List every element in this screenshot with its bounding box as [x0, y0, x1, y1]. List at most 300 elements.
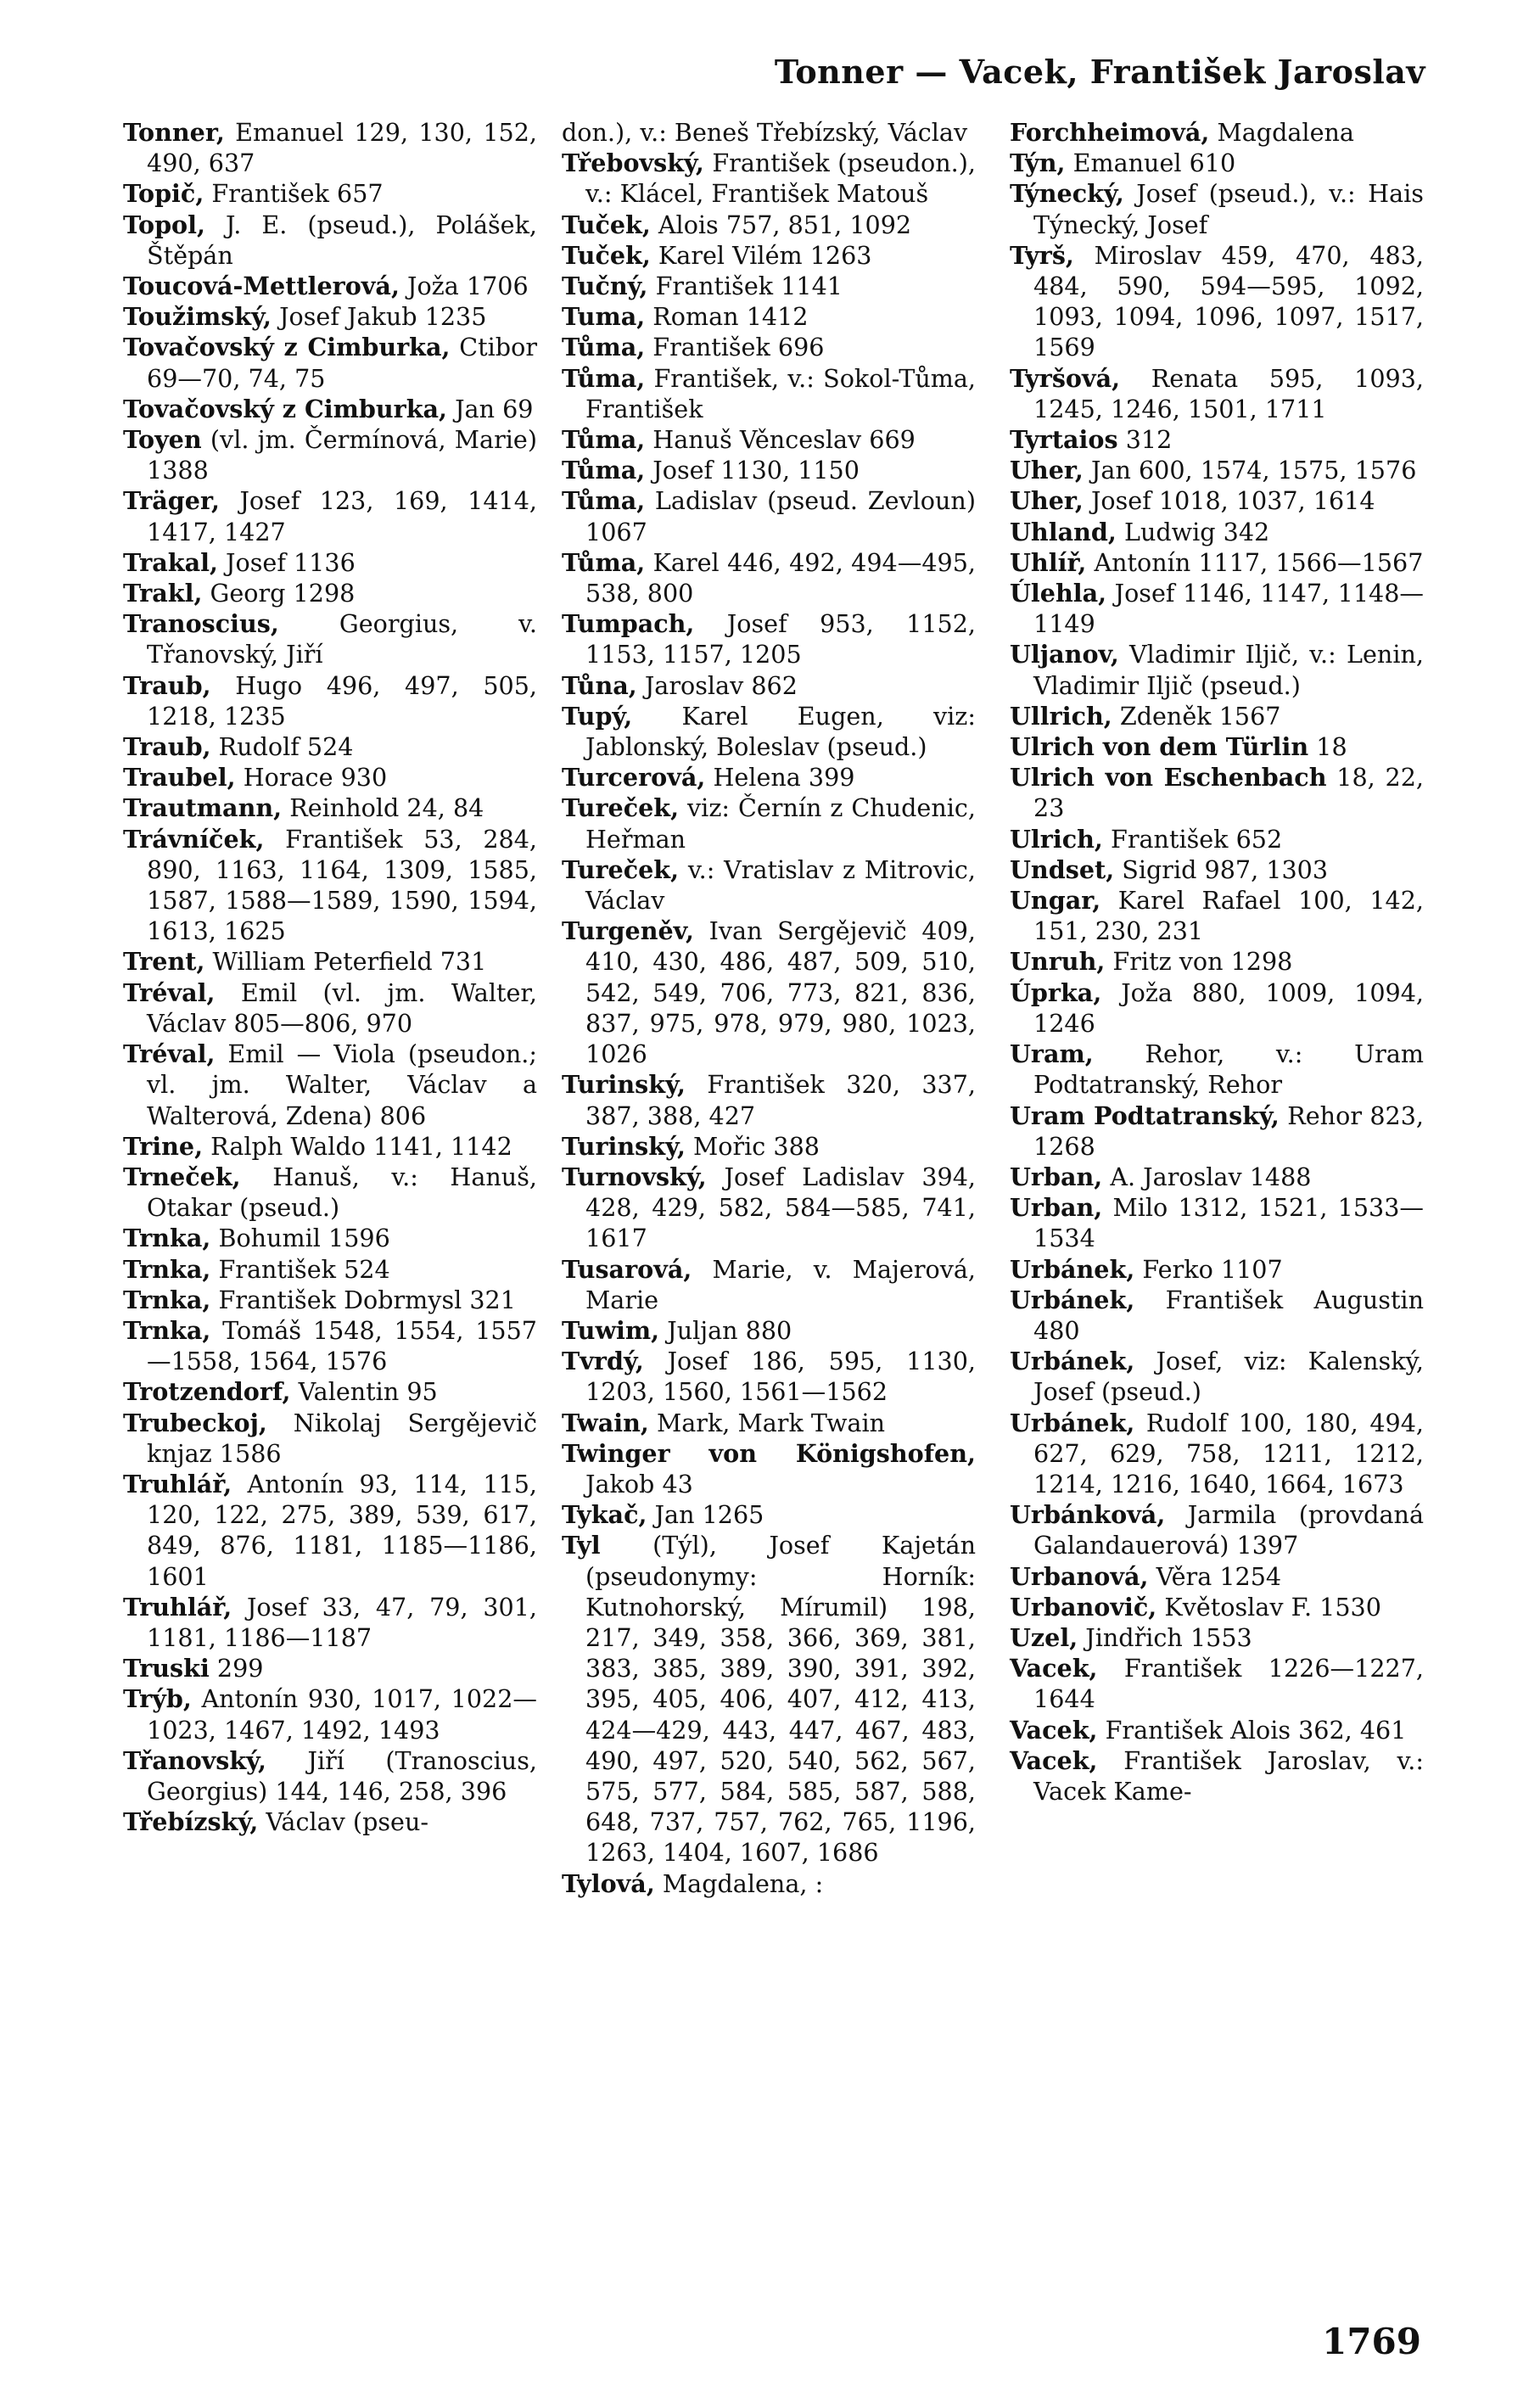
index-entry [1010, 1622, 1424, 1653]
index-entry [1010, 639, 1424, 700]
entry-details: Emil — Viola (pseudon.; vl. jm. Walter, Václav a Walterová, Zdena) 806 [147, 1039, 537, 1130]
entry-heading: Truhlář, [123, 1469, 232, 1498]
index-entry [123, 1745, 537, 1806]
entry-details: František Augustin 480 [1033, 1285, 1424, 1345]
index-entry [123, 824, 537, 947]
entry-heading: Týn, [1010, 148, 1066, 178]
index-entry [1010, 1162, 1424, 1192]
index-entry [123, 1653, 537, 1683]
entry-details: (vl. jm. Čermínová, Marie) 1388 [147, 425, 537, 485]
index-entry [123, 1683, 537, 1745]
index-entry [123, 793, 537, 823]
entry-heading: Tureček, [562, 793, 680, 823]
entry-heading: Uhland, [1010, 517, 1117, 546]
entry-details: Nikolaj Sergějevič knjaz 1586 [147, 1408, 538, 1468]
entry-heading: Trnka, [123, 1315, 211, 1345]
entry-heading: Třebízský, [123, 1807, 259, 1837]
entry-heading: Tranoscius, [123, 609, 279, 639]
index-column-3 [1010, 117, 1424, 1806]
entry-heading: Tonner, [123, 118, 225, 147]
entry-heading: Trýb, [123, 1684, 192, 1714]
index-entry [562, 1315, 976, 1346]
index-entry [562, 424, 976, 455]
entry-heading: Twain, [562, 1408, 649, 1437]
entry-details: Antonín 93, 114, 115, 120, 122, 275, 389, 539, 617, 849, 876, 1181, 1185—1186, 1601 [147, 1469, 537, 1591]
entry-heading: Ulrich von dem Türlin [1010, 732, 1309, 762]
index-entry [123, 731, 537, 762]
index-entry [123, 1039, 537, 1131]
index-entry [1010, 1254, 1424, 1285]
entry-details: 18 [1316, 732, 1347, 762]
entry-details: Josef 186, 595, 1130, 1203, 1560, 1561—1562 [585, 1347, 976, 1407]
entry-details: Antonín 1117, 1566—1567 [1094, 547, 1424, 577]
index-entry [123, 946, 537, 977]
entry-heading: Tůma, [562, 486, 646, 516]
index-entry [562, 701, 976, 762]
entry-heading: Trnka, [123, 1285, 211, 1314]
index-entry [1010, 731, 1424, 762]
entry-details: Renata 595, 1093, 1245, 1246, 1501, 1711 [1033, 363, 1425, 423]
entry-details: Reinhold 24, 84 [289, 793, 484, 823]
index-entry [123, 301, 537, 332]
index-entry [123, 1592, 537, 1653]
entry-details: Václav (pseu- [266, 1807, 429, 1837]
entry-details: Emanuel 129, 130, 152, 490, 637 [147, 118, 537, 178]
entry-details: Jan 600, 1574, 1575, 1576 [1090, 456, 1417, 485]
index-entry [1010, 148, 1424, 178]
entry-heading: Trnka, [123, 1254, 211, 1284]
entry-details: 299 [216, 1654, 264, 1683]
index-entry [123, 547, 537, 578]
entry-heading: Uram, [1010, 1039, 1094, 1069]
entry-heading: Vacek, [1010, 1745, 1098, 1775]
entry-heading: Trnka, [123, 1224, 211, 1253]
entry-heading: Úlehla, [1010, 579, 1107, 608]
entry-heading: Traubel, [123, 763, 236, 793]
entry-heading: Tuček, [562, 240, 651, 270]
entry-details: Tomáš 1548, 1554, 1557—1558, 1564, 1576 [147, 1315, 537, 1376]
entry-heading: Uram Podtatranský, [1010, 1101, 1280, 1130]
entry-heading: Urbánek, [1010, 1347, 1135, 1376]
entry-heading: Trautmann, [123, 793, 283, 823]
entry-heading: Turinský, [562, 1070, 686, 1100]
entry-heading: Tuwim, [562, 1315, 660, 1345]
entry-details: František 652 [1110, 824, 1283, 854]
entry-heading: Tučný, [562, 272, 648, 301]
entry-heading: Úprka, [1010, 977, 1102, 1007]
index-entry [1010, 1592, 1424, 1622]
entry-heading: Tusarová, [562, 1254, 692, 1284]
entry-details: Vladimir Iljič, v.: Lenin, Vladimir Iljič (pseud.) [1033, 640, 1424, 700]
index-entry [562, 854, 976, 916]
entry-heading: Vacek, [1010, 1654, 1098, 1683]
entry-heading: Turnovský, [562, 1162, 707, 1191]
entry-heading: Uljanov, [1010, 640, 1119, 669]
entry-details: v.: Vratislav z Mitrovic, Václav [585, 854, 976, 916]
entry-details: William Peterfield 731 [212, 947, 487, 977]
entry-heading: Tyršová, [1010, 363, 1121, 393]
entry-heading: Urban, [1010, 1193, 1103, 1223]
entry-details: Rudolf 100, 180, 494, 627, 629, 758, 1211, 1212, 1214, 1216, 1640, 1664, 1673 [1033, 1408, 1424, 1498]
index-entry [1010, 977, 1424, 1039]
index-entry [1010, 1499, 1424, 1560]
running-header: Tonner — Vacek, František Jaroslav [774, 53, 1425, 91]
entry-details: František 696 [652, 333, 825, 362]
entry-details: (Týl), Josef Kajetán (pseudonymy: Horník: Kutnohorský, Mírumil) 198, 217, 349, 358, 366, 369, 381, 383, 385, 389, 390, 391, 392, 395, 405, 406, 407, 412, 413, 424—429, 443, 447, 467, 483, 490, 497, 520, 540, 562, 567, 575, 577, 584, 585, 587, 588, 648, 737, 757, 762, 765, 1196, 1263, 1404, 1607, 1686 [585, 1531, 976, 1868]
entry-heading: Turinský, [562, 1131, 686, 1161]
entry-heading: Topol, [123, 210, 205, 239]
index-entry [1010, 547, 1424, 578]
index-entry [123, 762, 537, 793]
index-entry [562, 148, 976, 209]
entry-heading: Urbánková, [1010, 1500, 1166, 1530]
entry-heading: Tréval, [123, 977, 216, 1007]
entry-heading: Urbánek, [1010, 1408, 1135, 1437]
entry-heading: Undset, [1010, 854, 1115, 884]
index-entry [1010, 117, 1424, 148]
index-column-1 [123, 117, 537, 1837]
entry-heading: Tykač, [562, 1500, 647, 1530]
entry-details: Emil (vl. jm. Walter, Václav 805—806, 970 [147, 977, 537, 1038]
entry-details: Ladislav (pseud. Zevloun) 1067 [585, 486, 976, 546]
index-entry [1010, 1408, 1424, 1500]
index-entry [123, 424, 537, 485]
index-entry [123, 578, 537, 608]
entry-heading: Uher, [1010, 456, 1084, 485]
entry-heading: Unruh, [1010, 947, 1106, 977]
index-entry [562, 1530, 976, 1868]
entry-details: Josef 1130, 1150 [652, 456, 860, 485]
entry-details: Jakob 43 [585, 1469, 693, 1498]
entry-heading: Tovačovský z Cimburka, [123, 394, 447, 423]
index-entry [562, 916, 976, 1069]
entry-details: J. E. (pseud.), Polášek, Štěpán [147, 210, 538, 270]
entry-heading: Uher, [1010, 486, 1084, 516]
entry-details: Jindřich 1553 [1085, 1622, 1252, 1652]
entry-details: Hugo 496, 497, 505, 1218, 1235 [147, 670, 537, 731]
index-entry [1010, 240, 1424, 363]
entry-heading: Turgeněv, [562, 916, 694, 946]
index-entry [123, 1254, 537, 1285]
entry-heading: Tůma, [562, 333, 646, 362]
entry-details: Hanuš, v.: Hanuš, Otakar (pseud.) [147, 1162, 537, 1223]
entry-details: František, v.: Sokol-Tůma, František [585, 363, 976, 423]
entry-details: František 1226—1227, 1644 [1033, 1654, 1424, 1714]
index-entry [123, 977, 537, 1039]
index-entry [1010, 517, 1424, 547]
entry-details: Ferko 1107 [1142, 1254, 1283, 1284]
entry-details: Mark, Mark Twain [656, 1408, 886, 1437]
entry-details: Jiří (Tranoscius, Georgius) 144, 146, 258, 396 [147, 1745, 537, 1806]
entry-heading: Tyrš, [1010, 240, 1074, 270]
entry-details: Sigrid 987, 1303 [1122, 854, 1329, 884]
page-number: 1769 [1322, 2321, 1421, 2362]
index-entry [1010, 946, 1424, 977]
entry-details: Ludwig 342 [1123, 517, 1270, 546]
entry-heading: Urbanovič, [1010, 1592, 1157, 1622]
entry-details: Josef Ladislav 394, 428, 429, 582, 584—585, 741, 1617 [585, 1162, 976, 1253]
entry-heading: Toucová-Mettlerová, [123, 272, 400, 301]
entry-details: 18, 22, 23 [1033, 763, 1424, 823]
index-entry [562, 1868, 976, 1899]
index-entry [123, 608, 537, 669]
index-entry [562, 363, 976, 424]
entry-heading: Vacek, [1010, 1715, 1098, 1745]
entry-details: Joža 880, 1009, 1094, 1246 [1033, 977, 1424, 1038]
entry-details: Joža 1706 [407, 272, 529, 301]
entry-details: Jan 1265 [654, 1500, 764, 1530]
entry-heading: Träger, [123, 486, 220, 516]
entry-heading: Třanovský, [123, 1745, 267, 1775]
index-entry [562, 1069, 976, 1130]
entry-heading: Traub, [123, 670, 211, 700]
entry-details: Alois 757, 851, 1092 [658, 210, 912, 239]
index-entry [562, 332, 976, 362]
entry-details: Josef 33, 47, 79, 301, 1181, 1186—1187 [147, 1592, 537, 1652]
index-entry [562, 670, 976, 701]
entry-details: Rudolf 524 [218, 732, 354, 762]
entry-heading: Urban, [1010, 1162, 1103, 1191]
entry-details: Josef (pseud.), v.: Hais Týnecký, Josef [1033, 179, 1424, 239]
index-entry [123, 1376, 537, 1407]
index-entry [562, 455, 976, 485]
index-entry [1010, 762, 1424, 823]
index-entry [123, 1408, 537, 1469]
entry-heading: Twinger von Königshofen, [562, 1438, 976, 1468]
entry-details: Hanuš Věnceslav 669 [652, 425, 916, 455]
index-entry [562, 240, 976, 271]
entry-details: Květoslav F. 1530 [1164, 1592, 1381, 1622]
entry-heading: Trent, [123, 947, 205, 977]
index-entry [1010, 424, 1424, 455]
entry-heading: Topič, [123, 179, 204, 209]
entry-details: Juljan 880 [667, 1315, 792, 1345]
entry-details: Karel Eugen, viz: Jablonský, Boleslav (pseud.) [585, 701, 976, 762]
entry-heading: Trubeckoj, [123, 1408, 267, 1437]
index-entry [562, 485, 976, 546]
index-entry [1010, 824, 1424, 854]
entry-heading: Truhlář, [123, 1592, 232, 1622]
index-entry [1010, 1745, 1424, 1806]
entry-details: Karel Vilém 1263 [658, 240, 872, 270]
entry-details: Rehor 823, 1268 [1033, 1101, 1424, 1161]
entry-details: František (pseudon.), v.: Klácel, František Matouš [585, 148, 976, 209]
index-entry [1010, 485, 1424, 516]
entry-details: Miroslav 459, 470, 483, 484, 590, 594—595, 1092, 1093, 1094, 1096, 1097, 1517, 1569 [1033, 240, 1424, 362]
entry-details: František Jaroslav, v.: Vacek Kame- [1033, 1745, 1424, 1806]
entry-heading: Urbánek, [1010, 1254, 1135, 1284]
index-entry [123, 1806, 537, 1837]
entry-details: Georg 1298 [210, 579, 356, 608]
entry-details: Bohumil 1596 [218, 1224, 390, 1253]
entry-details: Magdalena [1217, 118, 1354, 147]
entry-details: František 524 [218, 1254, 390, 1284]
entry-heading: Týnecký, [1010, 179, 1124, 209]
entry-details: Helena 399 [713, 763, 855, 793]
index-entry [562, 301, 976, 332]
index-entry [562, 547, 976, 608]
entry-heading: Forchheimová, [1010, 118, 1210, 147]
entry-heading: Tumpach, [562, 609, 695, 639]
index-entry [1010, 885, 1424, 946]
index-entry [562, 210, 976, 240]
entry-details: Roman 1412 [652, 302, 809, 332]
entry-heading: Tréval, [123, 1039, 216, 1069]
entry-details: Magdalena, : [662, 1868, 824, 1898]
index-entry [1010, 1653, 1424, 1714]
index-entry [123, 117, 537, 178]
entry-heading: Toyen [123, 425, 202, 455]
entry-details: Karel Rafael 100, 142, 151, 230, 231 [1033, 886, 1424, 946]
entry-details: Josef Jakub 1235 [279, 302, 487, 332]
index-entry [1010, 701, 1424, 731]
index-entry [1010, 1561, 1424, 1592]
entry-heading: Urbanová, [1010, 1561, 1149, 1591]
entry-details: Karel 446, 492, 494—495, 538, 800 [585, 547, 976, 608]
entry-details: A. Jaroslav 1488 [1110, 1162, 1312, 1191]
index-entry [562, 271, 976, 301]
entry-details: František 657 [211, 179, 384, 209]
entry-heading: Tyrtaios [1010, 425, 1118, 455]
entry-details: Milo 1312, 1521, 1533—1534 [1033, 1193, 1424, 1253]
index-entry [1010, 1715, 1424, 1745]
entry-details: František 320, 337, 387, 388, 427 [585, 1070, 977, 1130]
index-entry [1010, 854, 1424, 885]
index-entry [562, 762, 976, 793]
entry-heading: Ungar, [1010, 886, 1101, 916]
entry-details: Rehor, v.: Uram Podtatranský, Rehor [1033, 1039, 1424, 1100]
entry-heading: Tvrdý, [562, 1347, 644, 1376]
index-entry [562, 1131, 976, 1162]
entry-details: Jan 69 [455, 394, 534, 423]
entry-details: Fritz von 1298 [1112, 947, 1293, 977]
entry-heading: Trotzendorf, [123, 1377, 291, 1407]
entry-details: Mořic 388 [693, 1131, 820, 1161]
entry-details: Josef 953, 1152, 1153, 1157, 1205 [585, 609, 977, 669]
index-column-2 [562, 117, 976, 1899]
entry-details: Horace 930 [243, 763, 388, 793]
entry-heading: Truski [123, 1654, 210, 1683]
index-entry [1010, 1285, 1424, 1346]
entry-details: Josef 123, 169, 1414, 1417, 1427 [147, 486, 537, 546]
entry-details: Jarmila (provdaná Galandauerová) 1397 [1033, 1500, 1425, 1560]
entry-heading: Trakl, [123, 579, 203, 608]
entry-heading: Ullrich, [1010, 701, 1112, 731]
entry-details: Věra 1254 [1156, 1561, 1282, 1591]
entry-heading: Tyl [562, 1531, 601, 1560]
index-entry [123, 670, 537, 731]
index-entry [1010, 363, 1424, 424]
index-entry [562, 1438, 976, 1499]
entry-heading: Uzel, [1010, 1622, 1078, 1652]
index-entry [123, 1131, 537, 1162]
index-entry [123, 210, 537, 271]
entry-heading: Ulrich, [1010, 824, 1103, 854]
index-entry [562, 117, 976, 148]
entry-heading: Ulrich von Eschenbach [1010, 763, 1327, 793]
entry-details: Antonín 930, 1017, 1022—1023, 1467, 1492, 1493 [147, 1684, 537, 1745]
entry-heading: Tureček, [562, 854, 680, 884]
entry-heading: Trakal, [123, 547, 218, 577]
entry-details: František 1141 [655, 272, 843, 301]
entry-details: František Alois 362, 461 [1105, 1715, 1407, 1745]
entry-details: viz: Černín z Chudenic, Heřman [585, 793, 976, 854]
index-entry [562, 1408, 976, 1438]
entry-details: don.), v.: Beneš Třebízský, Václav [562, 118, 968, 147]
entry-details: Josef 1018, 1037, 1614 [1090, 486, 1375, 516]
entry-details: František 53, 284, 890, 1163, 1164, 1309, 1585, 1587, 1588—1589, 1590, 1594, 1613, 1625 [147, 824, 537, 946]
index-entry [562, 1162, 976, 1254]
entry-details: Josef 1146, 1147, 1148—1149 [1033, 579, 1424, 639]
entry-heading: Tuček, [562, 210, 651, 239]
entry-details: Ralph Waldo 1141, 1142 [210, 1131, 512, 1161]
entry-heading: Tůma, [562, 425, 646, 455]
entry-heading: Tůma, [562, 547, 646, 577]
index-entry [123, 178, 537, 209]
entry-details: Josef 1136 [226, 547, 356, 577]
entry-heading: Toužimský, [123, 302, 272, 332]
entry-heading: Uhlíř, [1010, 547, 1087, 577]
index-entry [123, 394, 537, 424]
index-entry [123, 1223, 537, 1253]
entry-heading: Tovačovský z Cimburka, [123, 333, 451, 362]
index-entry [123, 1315, 537, 1376]
entry-details: Ivan Sergějevič 409, 410, 430, 486, 487, 509, 510, 542, 549, 706, 773, 821, 836, 837, 975, 978, 979, 980, 1023, 1026 [585, 916, 977, 1069]
entry-details: Emanuel 610 [1072, 148, 1236, 178]
entry-heading: Traub, [123, 732, 211, 762]
entry-details: Zdeněk 1567 [1119, 701, 1281, 731]
index-entry [1010, 1346, 1424, 1407]
entry-details: Georgius, v. Třanovský, Jiří [147, 609, 537, 669]
index-entry [123, 1285, 537, 1315]
entry-heading: Trneček, [123, 1162, 241, 1191]
entry-heading: Tupý, [562, 701, 633, 731]
index-entry [562, 608, 976, 669]
entry-heading: Trine, [123, 1131, 204, 1161]
entry-details: 312 [1125, 425, 1173, 455]
entry-heading: Tůma, [562, 363, 646, 393]
index-entry [562, 1254, 976, 1315]
entry-heading: Trávníček, [123, 824, 265, 854]
entry-heading: Tuma, [562, 302, 646, 332]
index-entry [1010, 455, 1424, 485]
entry-heading: Urbánek, [1010, 1285, 1135, 1314]
index-entry [123, 485, 537, 546]
index-entry [123, 1469, 537, 1592]
index-entry [123, 1162, 537, 1223]
index-entry [123, 332, 537, 393]
entry-heading: Třebovský, [562, 148, 704, 178]
entry-heading: Turcerová, [562, 763, 706, 793]
entry-details: Ctibor 69—70, 74, 75 [147, 333, 537, 393]
index-entry [562, 793, 976, 854]
index-entry [1010, 578, 1424, 639]
entry-details: Marie, v. Majerová, Marie [585, 1254, 977, 1314]
index-entry [123, 271, 537, 301]
index-entry [1010, 1101, 1424, 1162]
index-entry [562, 1499, 976, 1530]
entry-details: Valentin 95 [298, 1377, 438, 1407]
entry-details: Jaroslav 862 [644, 670, 798, 700]
index-entry [1010, 1192, 1424, 1253]
index-entry [562, 1346, 976, 1407]
entry-heading: Tůma, [562, 456, 646, 485]
index-entry [1010, 178, 1424, 239]
index-entry [1010, 1039, 1424, 1100]
entry-details: Josef, viz: Kalenský, Josef (pseud.) [1033, 1347, 1424, 1407]
entry-heading: Tylová, [562, 1868, 655, 1898]
entry-details: František Dobrmysl 321 [218, 1285, 516, 1314]
